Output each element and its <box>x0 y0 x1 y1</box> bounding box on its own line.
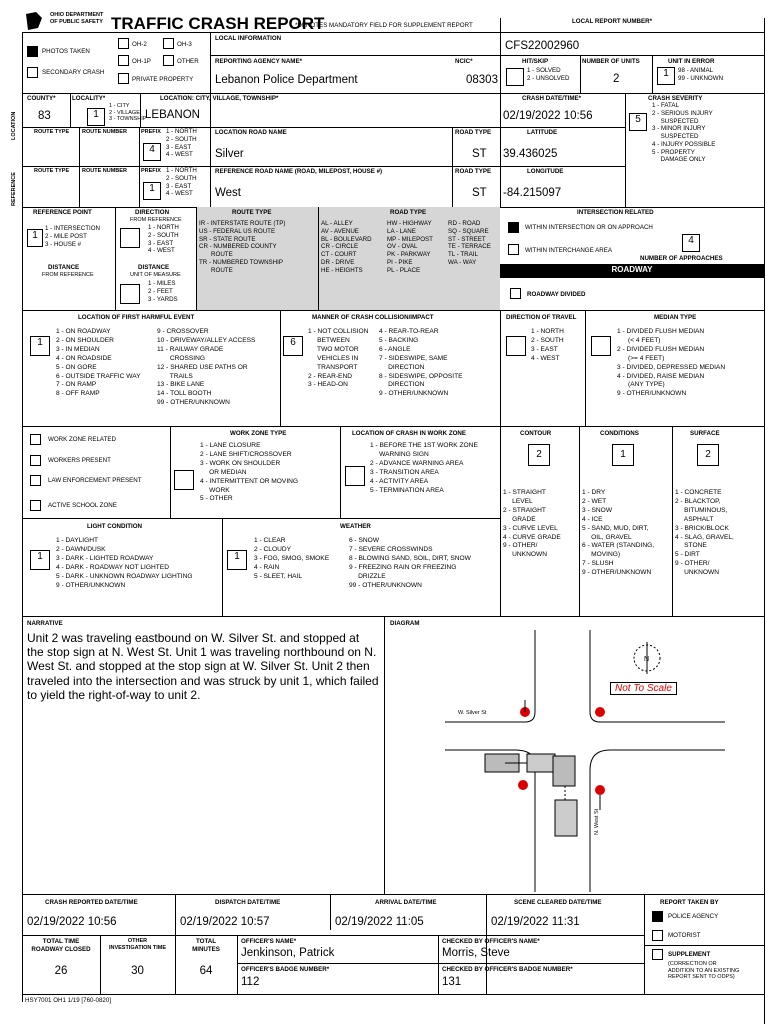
police-agency-label: POLICE AGENCY <box>668 913 719 920</box>
loc-road-value: Silver <box>215 148 244 160</box>
diagram-street-2: N. West St <box>594 808 600 835</box>
hit-skip-box[interactable] <box>506 68 524 86</box>
reported-label: CRASH REPORTED DATE/TIME <box>45 899 138 906</box>
intersection-label: INTERSECTION RELATED <box>577 209 654 216</box>
manner-col1: 1 - NOT COLLISION BETWEEN TWO MOTOR VEHICLES IN TRANSPORT 2 - REAR-END 3 - HEAD-ON <box>308 328 369 389</box>
work-zone-related-checkbox[interactable] <box>30 434 41 445</box>
direction-travel-options: 1 - NORTH 2 - SOUTH 3 - EAST 4 - WEST <box>531 328 564 362</box>
direction-label: DIRECTION <box>135 209 170 216</box>
odps-logo <box>22 10 104 34</box>
local-report-number: CFS22002960 <box>505 40 580 52</box>
supplement-label: SUPPLEMENT <box>668 951 711 958</box>
checked-badge-value: 131 <box>442 976 462 988</box>
workers-present-label: WORKERS PRESENT <box>48 457 111 464</box>
loc-road-label: LOCATION ROAD NAME <box>215 129 287 136</box>
ref-route-type-label: ROUTE TYPE <box>34 168 70 174</box>
supplement-note: (CORRECTION OR ADDITION TO AN EXISTING REPORT SENT TO ODPS) <box>668 961 740 981</box>
approaches-value[interactable]: 4 <box>682 234 700 252</box>
weather-col2: 6 - SNOW 7 - SEVERE CROSSWINDS 8 - BLOWING SAND, SOIL, DIRT, SNOW 9 - FREEZING RAIN OR FREEZING DRIZZLE 99 - OTHER/UNKNOWN <box>349 537 471 589</box>
direction-travel-box[interactable] <box>506 336 526 356</box>
units-value: 2 <box>613 73 620 85</box>
surface-value[interactable]: 2 <box>697 444 719 466</box>
total-minutes-label: TOTAL MINUTES <box>192 938 220 953</box>
ref-prefix-options: 1 - NORTH 2 - SOUTH 3 - EAST 4 - WEST <box>166 167 197 198</box>
longitude-label: LONGITUDE <box>527 168 564 175</box>
stop-sign-icon <box>595 707 605 717</box>
latitude-value: 39.436025 <box>503 148 558 160</box>
manner-label: MANNER OF CRASH COLLISION/IMPACT <box>312 314 434 321</box>
stop-sign-icon <box>595 785 605 795</box>
road-type-col3: RD - ROAD SQ - SQUARE ST - STREET TE - TERRACE TL - TRAIL WA - WAY <box>448 220 491 266</box>
unit-error-options: 98 - ANIMAL 99 - UNKNOWN <box>678 67 724 82</box>
supplement-checkbox[interactable] <box>652 949 663 960</box>
loc-route-type-label: ROUTE TYPE <box>34 129 70 135</box>
ref-road-type-value: ST <box>472 187 487 199</box>
direction-box[interactable] <box>120 228 140 248</box>
first-harmful-col1: 1 - ON ROADWAY 2 - ON SHOULDER 3 - IN MEDIAN 4 - ON ROADSIDE 5 - ON GORE 6 - OUTSIDE TRAFFIC WAY 7 - ON RAMP 8 - OFF RAMP <box>56 328 141 398</box>
photos-taken-label: PHOTOS TAKEN <box>42 48 90 55</box>
loc-route-number-label: ROUTE NUMBER <box>82 129 127 135</box>
svg-text:N: N <box>644 656 650 663</box>
road-type-label: ROAD TYPE <box>390 209 427 216</box>
light-condition-label: LIGHT CONDITION <box>87 523 142 530</box>
crash-date-label: CRASH DATE/TIME* <box>522 95 582 102</box>
roadway-divided-checkbox[interactable] <box>510 288 521 299</box>
conditions-options: 1 - DRY 2 - WET 3 - SNOW 4 - ICE 5 - SAND, MUD, DIRT, OIL, GRAVEL 6 - WATER (STANDING, MOVING) 7 - SLUSH 9 - OTHER/UNKNOWN <box>582 489 655 577</box>
ref-road-type-label: ROAD TYPE <box>455 168 492 175</box>
direction-options: 1 - NORTH 2 - SOUTH 3 - EAST 4 - WEST <box>148 224 179 255</box>
roadway-divided-label: ROADWAY DIVIDED <box>527 291 586 298</box>
local-information-label: LOCAL INFORMATION <box>215 35 282 42</box>
work-zone-related-label: WORK ZONE RELATED <box>48 436 116 443</box>
within-intersection-label: WITHIN INTERSECTION OR ON APPROACH <box>525 224 653 231</box>
severity-label: CRASH SEVERITY <box>648 95 703 102</box>
logo-text: OHIO DEPARTMENT OF PUBLIC SAFETY <box>50 12 104 25</box>
from-reference-label: FROM REFERENCE <box>130 217 182 223</box>
distance-sub: FROM REFERENCE <box>42 272 94 278</box>
other-checkbox[interactable] <box>163 55 174 66</box>
loc-road-type-label: ROAD TYPE <box>455 129 492 136</box>
side-label-location: LOCATION <box>11 111 17 140</box>
weather-col1: 1 - CLEAR 2 - CLOUDY 3 - FOG, SMOG, SMOKE 4 - RAIN 5 - SLEET, HAIL <box>254 537 330 580</box>
work-zone-type-box[interactable] <box>174 470 194 490</box>
report-taken-label: REPORT TAKEN BY <box>660 899 719 906</box>
side-label-reference: REFERENCE <box>11 172 17 206</box>
law-enforcement-checkbox[interactable] <box>30 475 41 486</box>
oh3-checkbox[interactable] <box>163 38 174 49</box>
loc-prefix-label: PREFIX <box>141 129 161 135</box>
badge-value: 112 <box>241 976 260 988</box>
first-harmful-label: LOCATION OF FIRST HARMFUL EVENT <box>78 314 195 321</box>
reporting-agency-label: REPORTING AGENCY NAME* <box>215 58 302 65</box>
roadway-label: ROADWAY <box>611 265 653 274</box>
ref-point-label: REFERENCE POINT <box>33 209 92 216</box>
distance-box[interactable] <box>120 284 140 304</box>
mandatory-note: *DENOTES MANDATORY FIELD FOR SUPPLEMENT REPORT <box>295 22 473 29</box>
median-label: MEDIAN TYPE <box>654 314 697 321</box>
other-label: OTHER <box>177 58 199 65</box>
arrival-label: ARRIVAL DATE/TIME <box>375 899 437 906</box>
first-harmful-col2: 9 - CROSSOVER 10 - DRIVEWAY/ALLEY ACCESS 11 - RAILWAY GRADE CROSSING 12 - SHARED USE PATHS OR TRAILS 13 - BIKE LANE 14 - TOLL BOOTH 99 - OTHER/UNKNOWN <box>157 328 256 407</box>
crash-diagram <box>385 630 763 892</box>
narrative-label: NARRATIVE <box>27 620 63 627</box>
reporting-agency: Lebanon Police Department <box>215 74 358 86</box>
manner-value[interactable]: 6 <box>283 336 303 356</box>
within-interchange-checkbox[interactable] <box>508 244 519 255</box>
secondary-crash-label: SECONDARY CRASH <box>42 69 105 76</box>
cleared-label: SCENE CLEARED DATE/TIME <box>514 899 602 906</box>
motorist-checkbox[interactable] <box>652 930 663 941</box>
light-condition-value[interactable]: 1 <box>30 550 50 570</box>
within-intersection-checkbox[interactable] <box>508 222 519 233</box>
diagram-label: DIAGRAM <box>390 620 420 627</box>
officer-name-label: OFFICER'S NAME* <box>241 938 297 945</box>
unit-1-vehicle-icon <box>553 756 577 836</box>
loc-road-type-value: ST <box>472 148 487 160</box>
route-type-label: ROUTE TYPE <box>232 209 272 216</box>
light-condition-options: 1 - DAYLIGHT 2 - DAWN/DUSK 3 - DARK - LIGHTED ROADWAY 4 - DARK - ROADWAY NOT LIGHTED 5 - DARK - UNKNOWN ROADWAY LIGHTING 9 - OTHER/UNKNOWN <box>56 537 193 589</box>
units-label: NUMBER OF UNITS <box>582 58 640 65</box>
stop-sign-icon <box>518 780 528 790</box>
ref-point-value[interactable]: 1 <box>27 229 43 247</box>
local-report-number-label: LOCAL REPORT NUMBER* <box>572 18 652 25</box>
direction-travel-label: DIRECTION OF TRAVEL <box>506 314 577 321</box>
unit-measure-label: UNIT OF MEASURE <box>130 272 181 278</box>
locality-value[interactable]: 1 <box>87 108 105 126</box>
other-time-label: OTHER INVESTIGATION TIME <box>108 938 167 951</box>
dispatch-value: 02/19/2022 10:57 <box>180 916 270 928</box>
loc-prefix-value[interactable]: 4 <box>143 143 161 161</box>
distance-label-2: DISTANCE <box>138 264 170 271</box>
within-interchange-label: WITHIN INTERCHANGE AREA <box>525 247 612 254</box>
oh2-label: OH-2 <box>132 41 147 48</box>
route-type-options: IR - INTERSTATE ROUTE (TP) US - FEDERAL US ROUTE SR - STATE ROUTE CR - NUMBERED COUNTY ROUTE TR - NUMBERED TOWNSHIP ROUTE <box>199 220 286 274</box>
distance-options: 1 - MILES 2 - FEET 3 - YARDS <box>148 280 178 303</box>
first-harmful-value[interactable]: 1 <box>30 336 50 356</box>
ncic-value: 08303 <box>466 74 498 86</box>
ref-route-number-label: ROUTE NUMBER <box>82 168 127 174</box>
work-zone-location-box[interactable] <box>345 466 365 486</box>
checked-name-label: CHECKED BY OFFICER'S NAME* <box>442 938 540 945</box>
work-zone-location-options: 1 - BEFORE THE 1ST WORK ZONE WARNING SIGN 2 - ADVANCE WARNING AREA 3 - TRANSITION AREA 4 - ACTIVITY AREA 5 - TERMINATION AREA <box>370 442 478 494</box>
officer-name-value: Jenkinson, Patrick <box>241 947 335 959</box>
arrival-value: 02/19/2022 11:05 <box>335 916 424 928</box>
hit-skip-label: HIT/SKIP <box>522 58 549 65</box>
narrative-text: Unit 2 was traveling eastbound on W. Silver St. and stopped at the stop sign at N. West St. Unit 1 was traveling northbound on N. West St. and stopped at the stop sign at W. Silver St. Unit 2 then traveled into the intersection and was struck by unit 1, which failed to yield the right-of-way to unit 2. <box>27 631 379 702</box>
work-zone-type-options: 1 - LANE CLOSURE 2 - LANE SHIFT/CROSSOVER 3 - WORK ON SHOULDER OR MEDIAN 4 - INTERMITTENT OR MOVING WORK 5 - OTHER <box>200 442 299 503</box>
median-box[interactable] <box>591 336 611 356</box>
report-title: TRAFFIC CRASH REPORT <box>111 14 325 33</box>
checked-name-value: Morris, Steve <box>442 947 510 959</box>
diagram-street-1: W. Silver St <box>458 710 487 716</box>
severity-options: 1 - FATAL 2 - SERIOUS INJURY SUSPECTED 3 - MINOR INJURY SUSPECTED 4 - INJURY POSSIBLE 5 - PROPERTY DAMAGE ONLY <box>652 102 716 164</box>
county-label: COUNTY* <box>27 95 56 102</box>
ref-road-label: REFERENCE ROAD NAME (ROAD, MILEPOST, HOUSE #) <box>215 168 383 175</box>
secondary-crash-checkbox[interactable] <box>27 67 38 78</box>
ref-point-options: 1 - INTERSECTION 2 - MILE POST 3 - HOUSE # <box>45 225 101 248</box>
locality-label: LOCALITY* <box>72 95 106 102</box>
not-to-scale-label: Not To Scale <box>610 682 677 695</box>
active-school-label: ACTIVE SCHOOL ZONE <box>48 502 117 509</box>
ref-road-value: West <box>215 187 241 199</box>
total-minutes-value: 64 <box>199 965 213 977</box>
law-enforcement-label: LAW ENFORCEMENT PRESENT <box>48 477 142 484</box>
ref-prefix-label: PREFIX <box>141 168 161 174</box>
location-label: LOCATION: CITY, VILLAGE, TOWNSHIP* <box>160 95 279 102</box>
work-zone-location-label: LOCATION OF CRASH IN WORK ZONE <box>352 430 467 437</box>
active-school-checkbox[interactable] <box>30 500 41 511</box>
work-zone-type-label: WORK ZONE TYPE <box>230 430 287 437</box>
conditions-label: CONDITIONS <box>600 430 639 437</box>
weather-value[interactable]: 1 <box>227 550 247 570</box>
surface-options: 1 - CONCRETE 2 - BLACKTOP, BITUMINOUS, ASPHALT 3 - BRICK/BLOCK 4 - SLAG, GRAVEL, STONE 5 - DIRT 9 - OTHER/ UNKNOWN <box>675 489 734 577</box>
contour-options: 1 - STRAIGHT LEVEL 2 - STRAIGHT GRADE 3 - CURVE LEVEL 4 - CURVE GRADE 9 - OTHER/ UNKNOWN <box>503 489 561 559</box>
distance-label: DISTANCE <box>48 264 80 271</box>
latitude-label: LATITUDE <box>527 129 558 136</box>
workers-present-checkbox[interactable] <box>30 455 41 466</box>
oh3-label: OH-3 <box>177 41 192 48</box>
road-type-col2: HW - HIGHWAY LA - LANE MP - MILEPOST OV - OVAL PK - PARKWAY PI - PIKE PL - PLACE <box>387 220 433 274</box>
location-value: LEBANON <box>145 109 200 121</box>
form-footer: HSY7001 OH1 1/19 [760-0820] <box>25 997 111 1004</box>
hit-skip-options: 1 - SOLVED 2 - UNSOLVED <box>527 67 570 82</box>
private-property-label: PRIVATE PROPERTY <box>132 76 194 83</box>
oh1p-label: OH-1P <box>132 58 151 65</box>
county-value: 83 <box>38 110 51 122</box>
cleared-value: 02/19/2022 11:31 <box>491 916 580 928</box>
road-type-col1: AL - ALLEY AV - AVENUE BL - BOULEVARD CR - CIRCLE CT - COURT DR - DRIVE HE - HEIGHTS <box>321 220 372 274</box>
unit-2-vehicle-icon <box>485 754 555 772</box>
other-time-value: 30 <box>131 965 144 977</box>
weather-label: WEATHER <box>340 523 371 530</box>
checked-badge-label: CHECKED BY OFFICER'S BADGE NUMBER* <box>442 966 573 973</box>
oh2-checkbox[interactable] <box>118 38 129 49</box>
unit-error-label: UNIT IN ERROR <box>668 58 715 65</box>
longitude-value: -84.215097 <box>503 187 562 199</box>
ref-prefix-value[interactable]: 1 <box>143 182 161 200</box>
oh1p-checkbox[interactable] <box>118 55 129 66</box>
motorist-label: MOTORIST <box>668 932 701 939</box>
police-agency-checkbox[interactable] <box>652 911 663 922</box>
ncic-label: NCIC* <box>455 58 473 65</box>
contour-label: CONTOUR <box>520 430 552 437</box>
photos-taken-checkbox[interactable] <box>27 46 38 57</box>
loc-prefix-options: 1 - NORTH 2 - SOUTH 3 - EAST 4 - WEST <box>166 128 197 159</box>
crash-date-value: 02/19/2022 10:56 <box>503 110 593 122</box>
manner-col2: 4 - REAR-TO-REAR 5 - BACKING 6 - ANGLE 7 - SIDESWIPE, SAME DIRECTION 8 - SIDESWIPE, OPPOSITE DIRECTION 9 - OTHER/UNKNOWN <box>379 328 463 398</box>
total-time-value: 26 <box>54 965 68 977</box>
total-time-label: TOTAL TIME ROADWAY CLOSED <box>31 938 91 953</box>
conditions-value[interactable]: 1 <box>612 444 634 466</box>
severity-value[interactable]: 5 <box>629 113 647 131</box>
private-property-checkbox[interactable] <box>118 73 129 84</box>
approaches-label: NUMBER OF APPROACHES <box>640 255 723 262</box>
contour-value[interactable]: 2 <box>528 444 550 466</box>
unit-error-value[interactable]: 1 <box>657 67 675 85</box>
badge-label: OFFICER'S BADGE NUMBER* <box>241 966 330 973</box>
locality-options: 1 - CITY 2 - VILLAGE 3 - TOWNSHIP <box>109 103 147 123</box>
dispatch-label: DISPATCH DATE/TIME <box>215 899 281 906</box>
reported-value: 02/19/2022 10:56 <box>27 916 117 928</box>
surface-label: SURFACE <box>690 430 720 437</box>
median-options: 1 - DIVIDED FLUSH MEDIAN (< 4 FEET) 2 - DIVIDED FLUSH MEDIAN (>= 4 FEET) 3 - DIVIDED, DEPRESSED MEDIAN 4 - DIVIDED, RAISE MEDIAN (ANY TYPE) 9 - OTHER/UNKNOWN <box>617 328 726 398</box>
